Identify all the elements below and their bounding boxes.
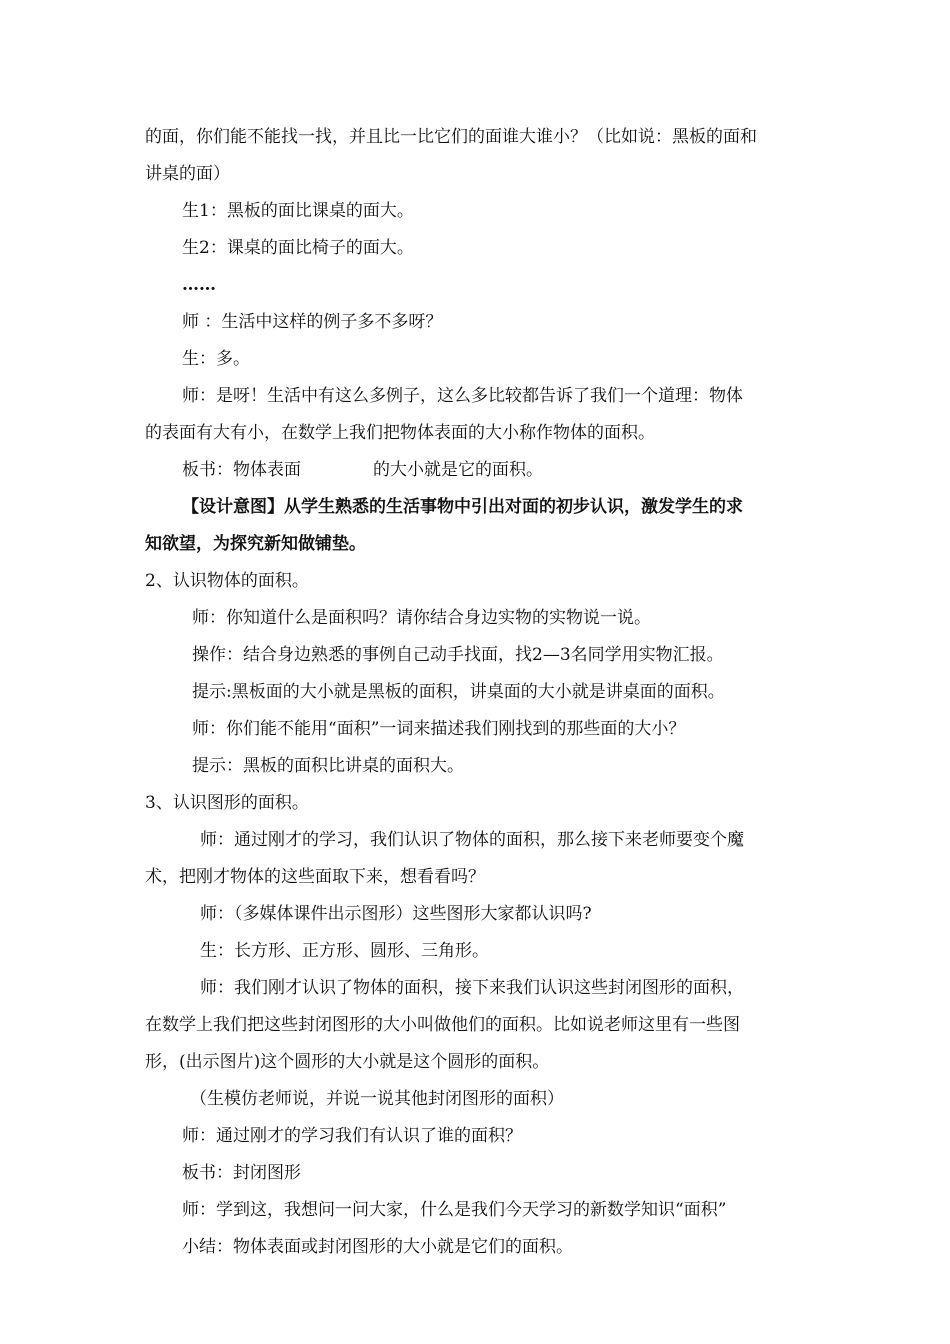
paragraph-line: 师：是呀！生活中有这么多例子，这么多比较都告诉了我们一个道理：物体 — [182, 386, 743, 406]
paragraph-line: 提示:黑板面的大小就是黑板的面积，讲桌面的大小就是讲桌面的面积。 — [192, 682, 725, 702]
paragraph-line: 术，把刚才物体的这些面取下来，想看看吗？ — [145, 867, 485, 887]
paragraph-line: 生：长方形、正方形、圆形、三角形。 — [200, 941, 489, 961]
board-writing-line — [182, 453, 543, 487]
paragraph-line: 生2：课桌的面比椅子的面大。 — [182, 238, 414, 258]
board-writing-part: 板书：物体表面 — [182, 460, 301, 480]
paragraph-line: （生模仿老师说，并说一说其他封闭图形的面积） — [190, 1089, 564, 1109]
paragraph-line: 生：多。 — [182, 349, 250, 369]
paragraph-line: 的面，你们能不能找一找，并且比一比它们的面谁大谁小？（比如说：黑板的面和 — [145, 127, 757, 147]
paragraph-line: 师：（多媒体课件出示图形）这些图形大家都认识吗? — [200, 904, 592, 924]
paragraph-line: 师：通过刚才的学习，我们认识了物体的面积，那么接下来老师要变个魔 — [200, 830, 744, 850]
ellipsis-line: …… — [182, 275, 216, 295]
summary-line: 小结：物体表面或封闭图形的大小就是它们的面积。 — [182, 1237, 573, 1257]
paragraph-line: 形，(出示图片)这个圆形的大小就是这个圆形的面积。 — [145, 1052, 550, 1072]
paragraph-line: 生1：黑板的面比课桌的面大。 — [182, 201, 414, 221]
section-heading: 2、认识物体的面积。 — [145, 571, 309, 591]
design-intent-line: 知欲望，为探究新知做铺垫。 — [145, 534, 366, 554]
design-intent-line: 【设计意图】从学生熟悉的生活事物中引出对面的初步认识，激发学生的求 — [182, 497, 743, 517]
paragraph-line: 的表面有大有小，在数学上我们把物体表面的大小称作物体的面积。 — [145, 423, 655, 443]
paragraph-line: 师 ：生活中这样的例子多不多呀？ — [182, 312, 443, 332]
paragraph-line: 师：通过刚才的学习我们有认识了谁的面积？ — [182, 1126, 522, 1146]
paragraph-line: 在数学上我们把这些封闭图形的大小叫做他们的面积。比如说老师这里有一些图 — [145, 1015, 740, 1035]
section-heading: 3、认识图形的面积。 — [145, 793, 309, 813]
paragraph-line: 师：我们刚才认识了物体的面积，接下来我们认识这些封闭图形的面积， — [200, 978, 744, 998]
paragraph-line: 板书：封闭图形 — [182, 1163, 301, 1183]
board-writing-part: 的大小就是它的面积。 — [373, 460, 543, 480]
paragraph-line: 讲桌的面） — [145, 164, 230, 184]
paragraph-line: 师：学到这，我想问一问大家，什么是我们今天学习的新数学知识“面积” — [182, 1200, 727, 1220]
paragraph-line: 提示：黑板的面积比讲桌的面积大。 — [192, 756, 464, 776]
paragraph-line: 师：你们能不能用“面积”一词来描述我们刚找到的那些面的大小？ — [192, 719, 686, 739]
paragraph-line: 操作：结合身边熟悉的事例自己动手找面，找2—3名同学用实物汇报。 — [192, 645, 724, 665]
paragraph-line: 师：你知道什么是面积吗？请你结合身边实物的实物说一说。 — [192, 608, 651, 628]
